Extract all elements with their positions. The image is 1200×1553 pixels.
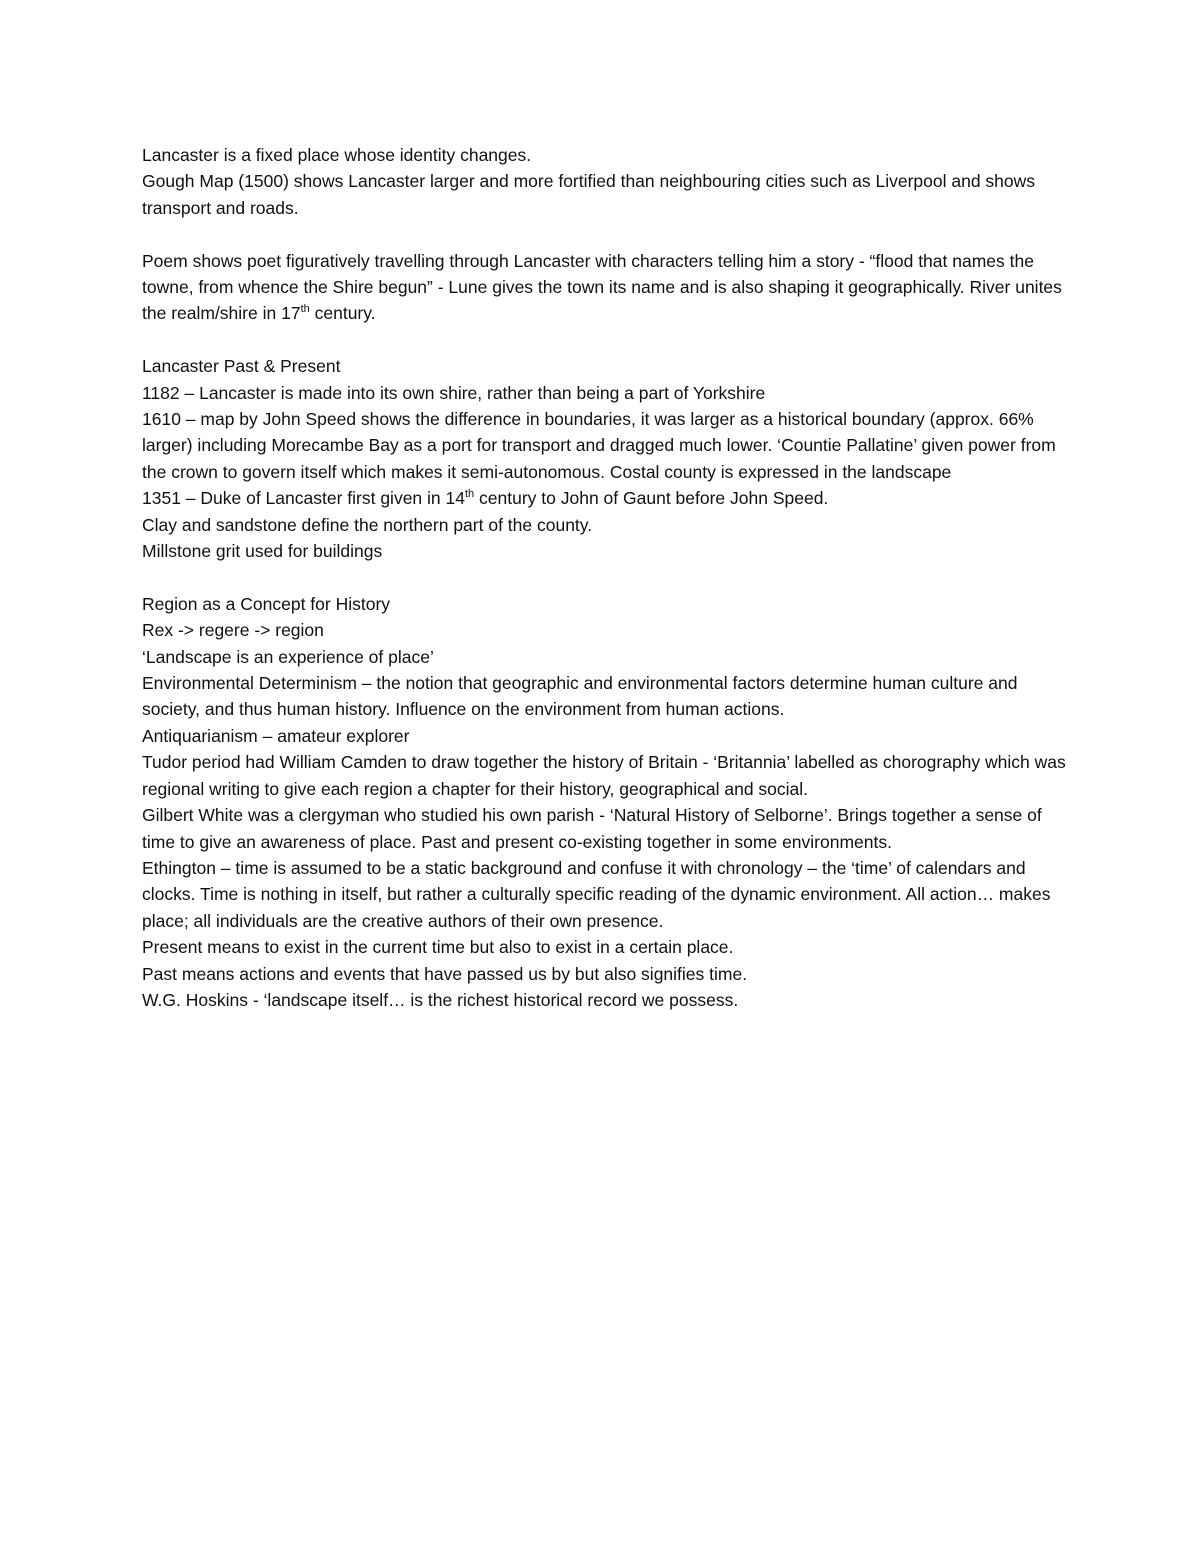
text-line: Present means to exist in the current time but also to exist in a certain place. [142, 937, 734, 958]
text-line: Antiquarianism – amateur explorer [142, 725, 410, 746]
text-line: Millstone grit used for buildings [142, 541, 383, 562]
text-line: 1182 – Lancaster is made into its own shire, rather than being a part of Yorkshire [142, 382, 766, 403]
text-run: 1351 – Duke of Lancaster first given in 14 [142, 488, 465, 509]
text-line: Lancaster is a fixed place whose identity changes. [142, 145, 532, 165]
text-line [142, 248, 1072, 327]
paragraph-poem [142, 248, 1072, 327]
text-line: ‘Landscape is an experience of place’ [142, 646, 434, 667]
paragraph-region-concept [142, 591, 1072, 1014]
text-run: century to John of Gaunt before John Speed. [474, 488, 829, 509]
text-line: Gilbert White was a clergyman who studied his own parish - ‘Natural History of Selborne’. Brings together a sense of time to give an awareness of place. Past and present co-existing together in some environments. [142, 805, 1042, 852]
text-line: Environmental Determinism – the notion that geographic and environmental factors determine human culture and society, and thus human history. Influence on the environment from human actions. [142, 673, 1018, 720]
paragraph-past-present [142, 353, 1072, 564]
text-line: 1610 – map by John Speed shows the difference in boundaries, it was larger as a historical boundary (approx. 66% larger) including Morecambe Bay as a port for transport and dragged much lower. ‘Countie Pallatine’ given power from the crown to govern itself which makes it semi-autonomous. Costal county is expressed in the landscape [142, 409, 1056, 482]
text-line: Clay and sandstone define the northern part of the county. [142, 514, 593, 535]
superscript: th [300, 303, 310, 316]
text-run: century. [309, 303, 376, 324]
text-line: Rex -> regere -> region [142, 620, 324, 641]
text-run: Poem shows poet figuratively travelling through Lancaster with characters telling him a story - “flood that names the towne, from whence the Shire begun” - Lune gives the town its name and is also shaping it geographically. River unites the realm/shire in 17 [142, 250, 1062, 324]
document-body [142, 142, 1072, 1040]
text-line: Past means actions and events that have passed us by but also signifies time. [142, 963, 748, 984]
text-line: Ethington – time is assumed to be a static background and confuse it with chronology – the ‘time’ of calendars and clocks. Time is nothing in itself, but rather a culturally specific reading of the dynamic environment. All action… makes place; all individuals are the creative authors of their own presence. [142, 857, 1051, 931]
text-line: W.G. Hoskins - ‘landscape itself… is the richest historical record we possess. [142, 989, 739, 1010]
section-heading: Region as a Concept for History [142, 593, 391, 614]
text-line: Gough Map (1500) shows Lancaster larger and more fortified than neighbouring cities such as Liverpool and shows transport and roads. [142, 171, 1036, 218]
section-heading: Lancaster Past & Present [142, 356, 341, 377]
text-line [142, 485, 1072, 511]
superscript: th [464, 488, 475, 501]
text-line: Tudor period had William Camden to draw together the history of Britain - ‘Britannia’ labelled as chorography which was regional writing to give each region a chapter for their history, geographical and social. [142, 752, 1066, 799]
paragraph-intro [142, 142, 1072, 221]
